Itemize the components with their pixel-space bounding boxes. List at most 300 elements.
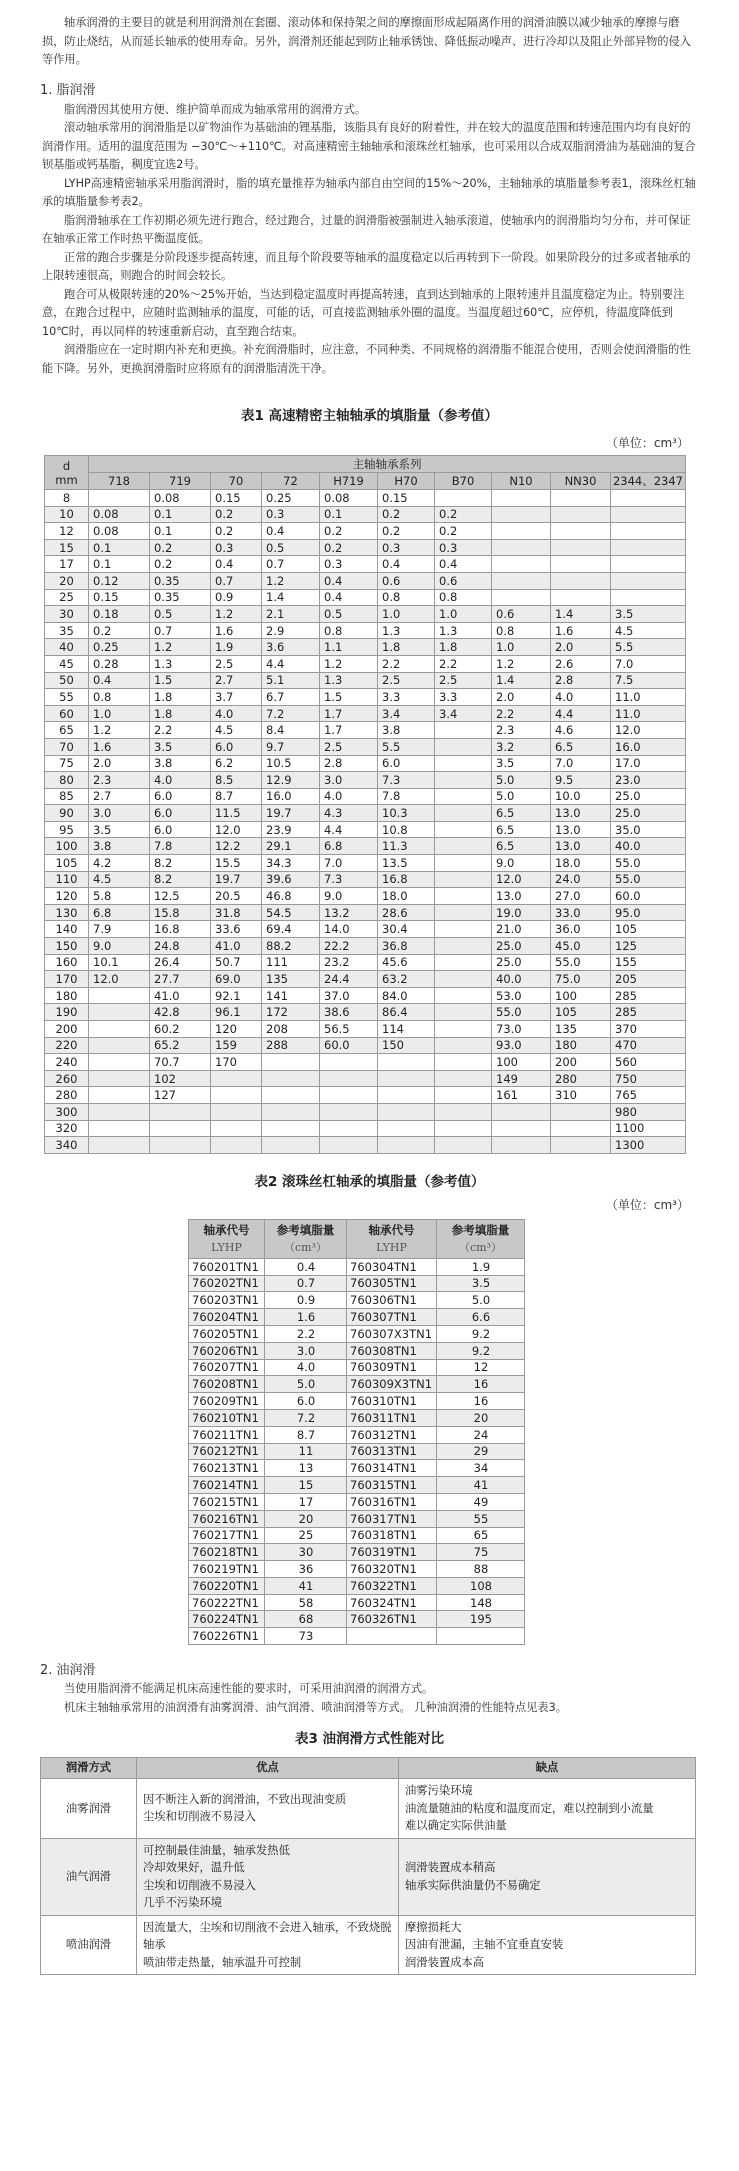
grease-amount-cell: 15.8 [150,904,211,921]
table1-unit: （单位：cm³） [605,436,689,450]
grease-amount-cell: 4.6 [551,722,611,739]
grease-amount-cell [89,1021,150,1038]
grease-amount-cell [492,1137,551,1154]
grease-amount-cell: 55.0 [611,871,686,888]
table-row [45,606,686,623]
bearing-code-cell: 760207TN1 [189,1359,265,1376]
grease-amount-cell: 0.7 [265,1275,347,1292]
grease-amount-cell: 150 [378,1037,435,1054]
table2-caption: 表2 滚珠丝杠轴承的填脂量（参考值） [254,1173,485,1190]
bore-diameter-cell: 150 [45,938,89,955]
grease-amount-cell: 3.5 [150,738,211,755]
grease-amount-cell: 6.6 [437,1309,525,1326]
grease-amount-cell [435,1137,492,1154]
grease-amount-cell: 23.2 [320,954,378,971]
grease-amount-cell: 285 [611,1004,686,1021]
bore-diameter-cell: 100 [45,838,89,855]
grease-amount-cell [211,1120,262,1137]
bore-diameter-cell: 300 [45,1103,89,1120]
grease-amount-cell: 7.0 [611,655,686,672]
grease-amount-cell: 12 [437,1359,525,1376]
grease-amount-cell [89,1004,150,1021]
grease-amount-cell: 1.8 [150,689,211,706]
bore-diameter-cell: 180 [45,987,89,1004]
grease-paragraph: 润滑脂应在一定时期内补充和更换。补充润滑脂时，应注意，不同种类、不同规格的润滑脂不能混合使用，否则会使润滑脂的性能下降。另外，更换润滑脂时应将原有的润滑脂清洗干净。 [42,343,691,375]
grease-amount-cell: 1.3 [320,672,378,689]
grease-paragraph: LYHP高速精密轴承采用脂润滑时，脂的填充量推荐为轴承内部自由空间的15%～20%，主轴轴承的填脂量参考表1，滚珠丝杠轴承的填脂量参考表2。 [42,176,696,208]
grease-amount-cell: 1.2 [492,655,551,672]
grease-amount-cell: 0.1 [320,506,378,523]
table-row [189,1594,525,1611]
grease-amount-cell [89,1137,150,1154]
grease-amount-cell: 4.5 [89,871,150,888]
grease-amount-cell: 161 [492,1087,551,1104]
grease-amount-cell [89,1070,150,1087]
grease-amount-cell: 1.3 [378,622,435,639]
grease-amount-cell: 20.5 [211,888,262,905]
grease-amount-cell: 0.18 [89,606,150,623]
grease-amount-cell [551,556,611,573]
grease-amount-cell [320,1103,378,1120]
bearing-code-cell: 760212TN1 [189,1443,265,1460]
grease-amount-cell: 73 [265,1628,347,1645]
grease-amount-cell: 13.0 [551,821,611,838]
grease-amount-cell: 0.8 [378,589,435,606]
grease-amount-cell: 70.7 [150,1054,211,1071]
grease-amount-cell [611,539,686,556]
table-row [45,954,686,971]
grease-amount-cell: 7.2 [262,705,320,722]
grease-amount-cell: 135 [262,971,320,988]
grease-amount-cell: 12.0 [89,971,150,988]
grease-amount-cell: 560 [611,1054,686,1071]
grease-amount-cell: 35.0 [611,821,686,838]
table-row [45,1021,686,1038]
grease-amount-cell: 2.2 [150,722,211,739]
grease-amount-cell: 60.0 [611,888,686,905]
grease-amount-cell: 750 [611,1070,686,1087]
table1-caption: 表1 高速精密主轴轴承的填脂量（参考值） [240,408,499,424]
grease-amount-cell: 23.0 [611,772,686,789]
cons-line: 摩擦损耗大 [405,1920,462,1934]
grease-amount-cell: 13.0 [551,838,611,855]
grease-amount-cell: 1.4 [262,589,320,606]
header-label: 轴承代号 [368,1222,415,1237]
grease-amount-cell: 0.2 [150,539,211,556]
table-row [189,1359,525,1376]
bearing-code-cell [347,1628,437,1645]
bearing-code-cell: 760209TN1 [189,1393,265,1410]
grease-amount-cell: 6.5 [551,738,611,755]
table3-oil-comparison [40,1757,696,1975]
grease-amount-cell: 24 [437,1426,525,1443]
grease-amount-cell: 1.0 [435,606,492,623]
bore-diameter-cell: 20 [45,572,89,589]
grease-amount-cell: 56.5 [320,1021,378,1038]
grease-amount-cell: 2.0 [551,639,611,656]
table-row [41,1915,696,1975]
grease-amount-cell: 11 [265,1443,347,1460]
grease-amount-cell: 2.8 [320,755,378,772]
grease-amount-cell: 3.2 [492,738,551,755]
bearing-code-cell: 760224TN1 [189,1611,265,1628]
grease-paragraph: 跑合可从极限转速的20%～25%开始，当达到稳定温度时再提高转速，直到达到轴承的上限转速并且温度稳定为止。特别要注意，在跑合过程中，应随时监测轴承的温度，可能的话，可直接监测轴承外圈的温度。当温度超过60℃，应停机，待温度降低到10℃时，再以同样的转速重新启动，直至跑合结束。 [42,287,685,338]
header-cons: 缺点 [399,1758,696,1779]
grease-amount-cell: 3.5 [437,1275,525,1292]
pros-cell [137,1779,399,1839]
grease-amount-cell: 25.0 [492,954,551,971]
grease-amount-cell: 34.3 [262,855,320,872]
grease-amount-cell: 1.2 [320,655,378,672]
grease-amount-cell [378,1087,435,1104]
header-sublabel: LYHP [376,1240,407,1254]
grease-amount-cell: 3.0 [89,805,150,822]
grease-amount-cell [150,1120,211,1137]
bearing-code-cell: 760322TN1 [347,1577,437,1594]
bearing-code-cell: 760314TN1 [347,1460,437,1477]
grease-amount-cell: 8.5 [211,772,262,789]
grease-amount-cell: 0.8 [435,589,492,606]
table-row [45,921,686,938]
table-row [45,1070,686,1087]
grease-amount-cell: 0.2 [320,539,378,556]
grease-amount-cell: 9.5 [551,772,611,789]
grease-amount-cell: 0.35 [150,589,211,606]
table1-spindle-grease [44,455,686,1154]
grease-amount-cell: 27.7 [150,971,211,988]
cons-line: 轴承实际供油量仍不易确定 [405,1878,541,1892]
grease-amount-cell [435,1087,492,1104]
bore-diameter-cell: 95 [45,821,89,838]
table-row [189,1342,525,1359]
grease-amount-cell: 69.4 [262,921,320,938]
grease-amount-cell: 0.4 [89,672,150,689]
grease-amount-cell: 7.5 [611,672,686,689]
grease-amount-cell [611,556,686,573]
grease-amount-cell [551,539,611,556]
grease-amount-cell [320,1070,378,1087]
grease-amount-cell: 69.0 [211,971,262,988]
table-row [45,639,686,656]
grease-amount-cell: 2.5 [320,738,378,755]
grease-amount-cell [611,490,686,507]
grease-amount-cell: 0.2 [150,556,211,573]
grease-amount-cell: 1.8 [435,639,492,656]
table-row [45,871,686,888]
grease-amount-cell: 0.25 [89,639,150,656]
table2-column-header [189,1219,265,1258]
table-row [189,1258,525,1275]
grease-amount-cell [211,1137,262,1154]
bore-diameter-cell: 260 [45,1070,89,1087]
grease-amount-cell: 34 [437,1460,525,1477]
method-cell: 油雾润滑 [41,1779,137,1839]
pros-line: 因不断注入新的润滑油，不致出现油变质 [143,1792,347,1806]
grease-amount-cell: 0.4 [320,572,378,589]
grease-amount-cell: 0.2 [435,523,492,540]
grease-amount-cell: 55.0 [551,954,611,971]
grease-amount-cell: 2.2 [265,1325,347,1342]
grease-amount-cell: 25 [265,1527,347,1544]
table-row [45,888,686,905]
grease-amount-cell: 0.8 [492,622,551,639]
grease-amount-cell [435,821,492,838]
grease-amount-cell: 8.2 [150,871,211,888]
bore-diameter-cell: 55 [45,689,89,706]
grease-amount-cell: 0.08 [150,490,211,507]
table-row [45,987,686,1004]
header-sublabel: （cm³） [458,1240,502,1254]
grease-amount-cell [435,838,492,855]
grease-amount-cell [435,1120,492,1137]
bearing-code-cell: 760213TN1 [189,1460,265,1477]
grease-amount-cell: 0.5 [320,606,378,623]
grease-amount-cell: 3.3 [435,689,492,706]
pros-line: 喷油带走热量，轴承温升可控制 [143,1955,302,1969]
bearing-code-cell: 760304TN1 [347,1258,437,1275]
grease-amount-cell: 95.0 [611,904,686,921]
grease-amount-cell: 75 [437,1544,525,1561]
grease-amount-cell: 141 [262,987,320,1004]
bore-diameter-cell: 340 [45,1137,89,1154]
grease-amount-cell: 2.5 [435,672,492,689]
grease-amount-cell [551,1120,611,1137]
grease-amount-cell: 125 [611,938,686,955]
bearing-code-cell: 760312TN1 [347,1426,437,1443]
grease-amount-cell: 2.7 [211,672,262,689]
grease-amount-cell [320,1087,378,1104]
grease-amount-cell: 0.3 [378,539,435,556]
grease-amount-cell: 0.1 [89,539,150,556]
grease-amount-cell [492,572,551,589]
grease-amount-cell: 0.2 [320,523,378,540]
grease-amount-cell [378,1120,435,1137]
grease-amount-cell: 5.0 [265,1376,347,1393]
header-label: 轴承代号 [203,1222,250,1237]
grease-amount-cell: 17.0 [611,755,686,772]
grease-amount-cell: 0.7 [211,572,262,589]
grease-amount-cell: 4.0 [265,1359,347,1376]
table-row [45,1137,686,1154]
grease-amount-cell: 30 [265,1544,347,1561]
grease-amount-cell [551,1103,611,1120]
grease-amount-cell: 9.0 [492,855,551,872]
grease-amount-cell: 0.3 [262,506,320,523]
grease-amount-cell [611,523,686,540]
grease-amount-cell: 92.1 [211,987,262,1004]
grease-amount-cell [89,1054,150,1071]
grease-amount-cell: 37.0 [320,987,378,1004]
grease-amount-cell [211,1087,262,1104]
bearing-code-cell: 760222TN1 [189,1594,265,1611]
grease-amount-cell: 1.2 [262,572,320,589]
bearing-code-cell: 760305TN1 [347,1275,437,1292]
grease-amount-cell: 2.3 [89,772,150,789]
grease-amount-cell [262,1054,320,1071]
bore-diameter-cell: 90 [45,805,89,822]
grease-amount-cell: 1.0 [89,705,150,722]
grease-amount-cell: 135 [551,1021,611,1038]
bore-diameter-cell: 200 [45,1021,89,1038]
grease-amount-cell: 12.9 [262,772,320,789]
grease-amount-cell: 3.5 [611,606,686,623]
grease-amount-cell: 0.35 [150,572,211,589]
grease-amount-cell: 6.8 [89,904,150,921]
cons-line: 因油有泄漏，主轴不宜垂直安装 [405,1938,564,1952]
grease-amount-cell: 0.4 [320,589,378,606]
grease-amount-cell [435,1070,492,1087]
grease-amount-cell: 3.0 [265,1342,347,1359]
grease-amount-cell: 10.1 [89,954,150,971]
grease-amount-cell [551,506,611,523]
grease-amount-cell: 88 [437,1561,525,1578]
grease-amount-cell: 40.0 [492,971,551,988]
grease-amount-cell: 21.0 [492,921,551,938]
bearing-code-cell: 760215TN1 [189,1493,265,1510]
header-sublabel: （cm³） [283,1240,327,1254]
grease-amount-cell: 2.6 [551,655,611,672]
grease-amount-cell: 45.6 [378,954,435,971]
pros-line: 可控制最佳油量，轴承发热低 [143,1843,290,1857]
grease-amount-cell: 2.0 [492,689,551,706]
bore-diameter-cell: 40 [45,639,89,656]
bearing-code-cell: 760326TN1 [347,1611,437,1628]
grease-amount-cell: 7.9 [89,921,150,938]
grease-amount-cell: 18.0 [551,855,611,872]
grease-amount-cell [492,506,551,523]
grease-amount-cell: 41.0 [211,938,262,955]
grease-amount-cell: 105 [551,1004,611,1021]
table-row [45,689,686,706]
table-row [45,722,686,739]
grease-amount-cell: 120 [211,1021,262,1038]
grease-amount-cell: 4.4 [262,655,320,672]
grease-amount-cell [262,1120,320,1137]
bearing-code-cell: 760214TN1 [189,1477,265,1494]
d-label: d [62,458,71,473]
grease-amount-cell: 16.0 [611,738,686,755]
grease-amount-cell: 111 [262,954,320,971]
grease-amount-cell: 24.4 [320,971,378,988]
grease-amount-cell: 33.6 [211,921,262,938]
grease-amount-cell: 5.0 [492,772,551,789]
bearing-code-cell: 760203TN1 [189,1292,265,1309]
grease-amount-cell: 1.7 [320,722,378,739]
grease-amount-cell: 12.0 [492,871,551,888]
grease-amount-cell: 12.0 [611,722,686,739]
grease-amount-cell: 1100 [611,1120,686,1137]
pros-line: 冷却效果好，温升低 [143,1861,245,1875]
oil-paragraph: 机床主轴轴承常用的油润滑有油雾润滑、油气润滑、喷油润滑等方式。 几种油润滑的性能特点见表3。 [64,1700,567,1714]
grease-amount-cell: 10.5 [262,755,320,772]
table-row [45,805,686,822]
grease-amount-cell: 0.2 [211,523,262,540]
table-row [189,1561,525,1578]
grease-amount-cell: 0.3 [435,539,492,556]
table-row [45,1054,686,1071]
grease-amount-cell [89,490,150,507]
grease-amount-cell: 2.3 [492,722,551,739]
grease-amount-cell: 9.0 [89,938,150,955]
table-row [45,904,686,921]
grease-amount-cell: 7.3 [320,871,378,888]
grease-amount-cell: 24.0 [551,871,611,888]
series-column-header: N10 [492,473,551,490]
table-row [189,1493,525,1510]
grease-amount-cell: 205 [611,971,686,988]
grease-amount-cell: 280 [551,1070,611,1087]
grease-amount-cell: 0.15 [378,490,435,507]
grease-amount-cell: 75.0 [551,971,611,988]
grease-amount-cell: 1.9 [437,1258,525,1275]
table-row [45,1103,686,1120]
grease-amount-cell: 19.7 [262,805,320,822]
table-row [189,1577,525,1594]
bore-diameter-cell: 60 [45,705,89,722]
grease-amount-cell [320,1054,378,1071]
pros-cell [137,1915,399,1975]
bore-diameter-cell: 220 [45,1037,89,1054]
series-column-header: 70 [211,473,262,490]
grease-amount-cell: 3.5 [89,821,150,838]
grease-amount-cell: 6.2 [211,755,262,772]
grease-amount-cell [435,490,492,507]
grease-amount-cell: 1.3 [150,655,211,672]
grease-amount-cell: 0.15 [211,490,262,507]
bore-diameter-cell: 320 [45,1120,89,1137]
grease-amount-cell [262,1137,320,1154]
table-row [45,705,686,722]
grease-amount-cell: 8.7 [211,788,262,805]
grease-amount-cell: 148 [437,1594,525,1611]
grease-amount-cell: 55 [437,1510,525,1527]
grease-amount-cell: 36 [265,1561,347,1578]
series-column-header: 718 [89,473,150,490]
table-row [45,1087,686,1104]
bore-diameter-cell: 10 [45,506,89,523]
grease-amount-cell: 0.08 [89,523,150,540]
bore-diameter-cell: 8 [45,490,89,507]
grease-amount-cell [551,572,611,589]
grease-amount-cell: 10.0 [551,788,611,805]
grease-amount-cell: 11.5 [211,805,262,822]
grease-paragraph: 脂润滑轴承在工作初期必须先进行跑合，经过跑合，过量的润滑脂被强制进入轴承滚道，使轴承内的润滑脂均匀分布，并可保证在轴承正常工作时热平衡温度低。 [42,213,691,245]
table-row [41,1779,696,1839]
grease-amount-cell: 1.9 [211,639,262,656]
grease-amount-cell: 30.4 [378,921,435,938]
grease-amount-cell: 12.5 [150,888,211,905]
table2-ballscrew-grease [188,1219,525,1645]
grease-amount-cell: 2.2 [378,655,435,672]
grease-amount-cell [435,1054,492,1071]
grease-amount-cell: 0.08 [320,490,378,507]
grease-amount-cell: 68 [265,1611,347,1628]
grease-amount-cell [150,1137,211,1154]
bore-diameter-cell: 15 [45,539,89,556]
bore-diameter-cell: 110 [45,871,89,888]
grease-amount-cell: 1.6 [551,622,611,639]
grease-amount-cell: 20 [265,1510,347,1527]
grease-amount-cell: 12.0 [211,821,262,838]
bearing-code-cell: 760204TN1 [189,1309,265,1326]
grease-amount-cell: 7.8 [150,838,211,855]
grease-amount-cell: 16.8 [150,921,211,938]
cons-line: 油雾污染环境 [405,1784,473,1798]
grease-amount-cell: 3.0 [320,772,378,789]
grease-amount-cell [378,1103,435,1120]
grease-amount-cell: 5.8 [89,888,150,905]
grease-amount-cell [435,788,492,805]
